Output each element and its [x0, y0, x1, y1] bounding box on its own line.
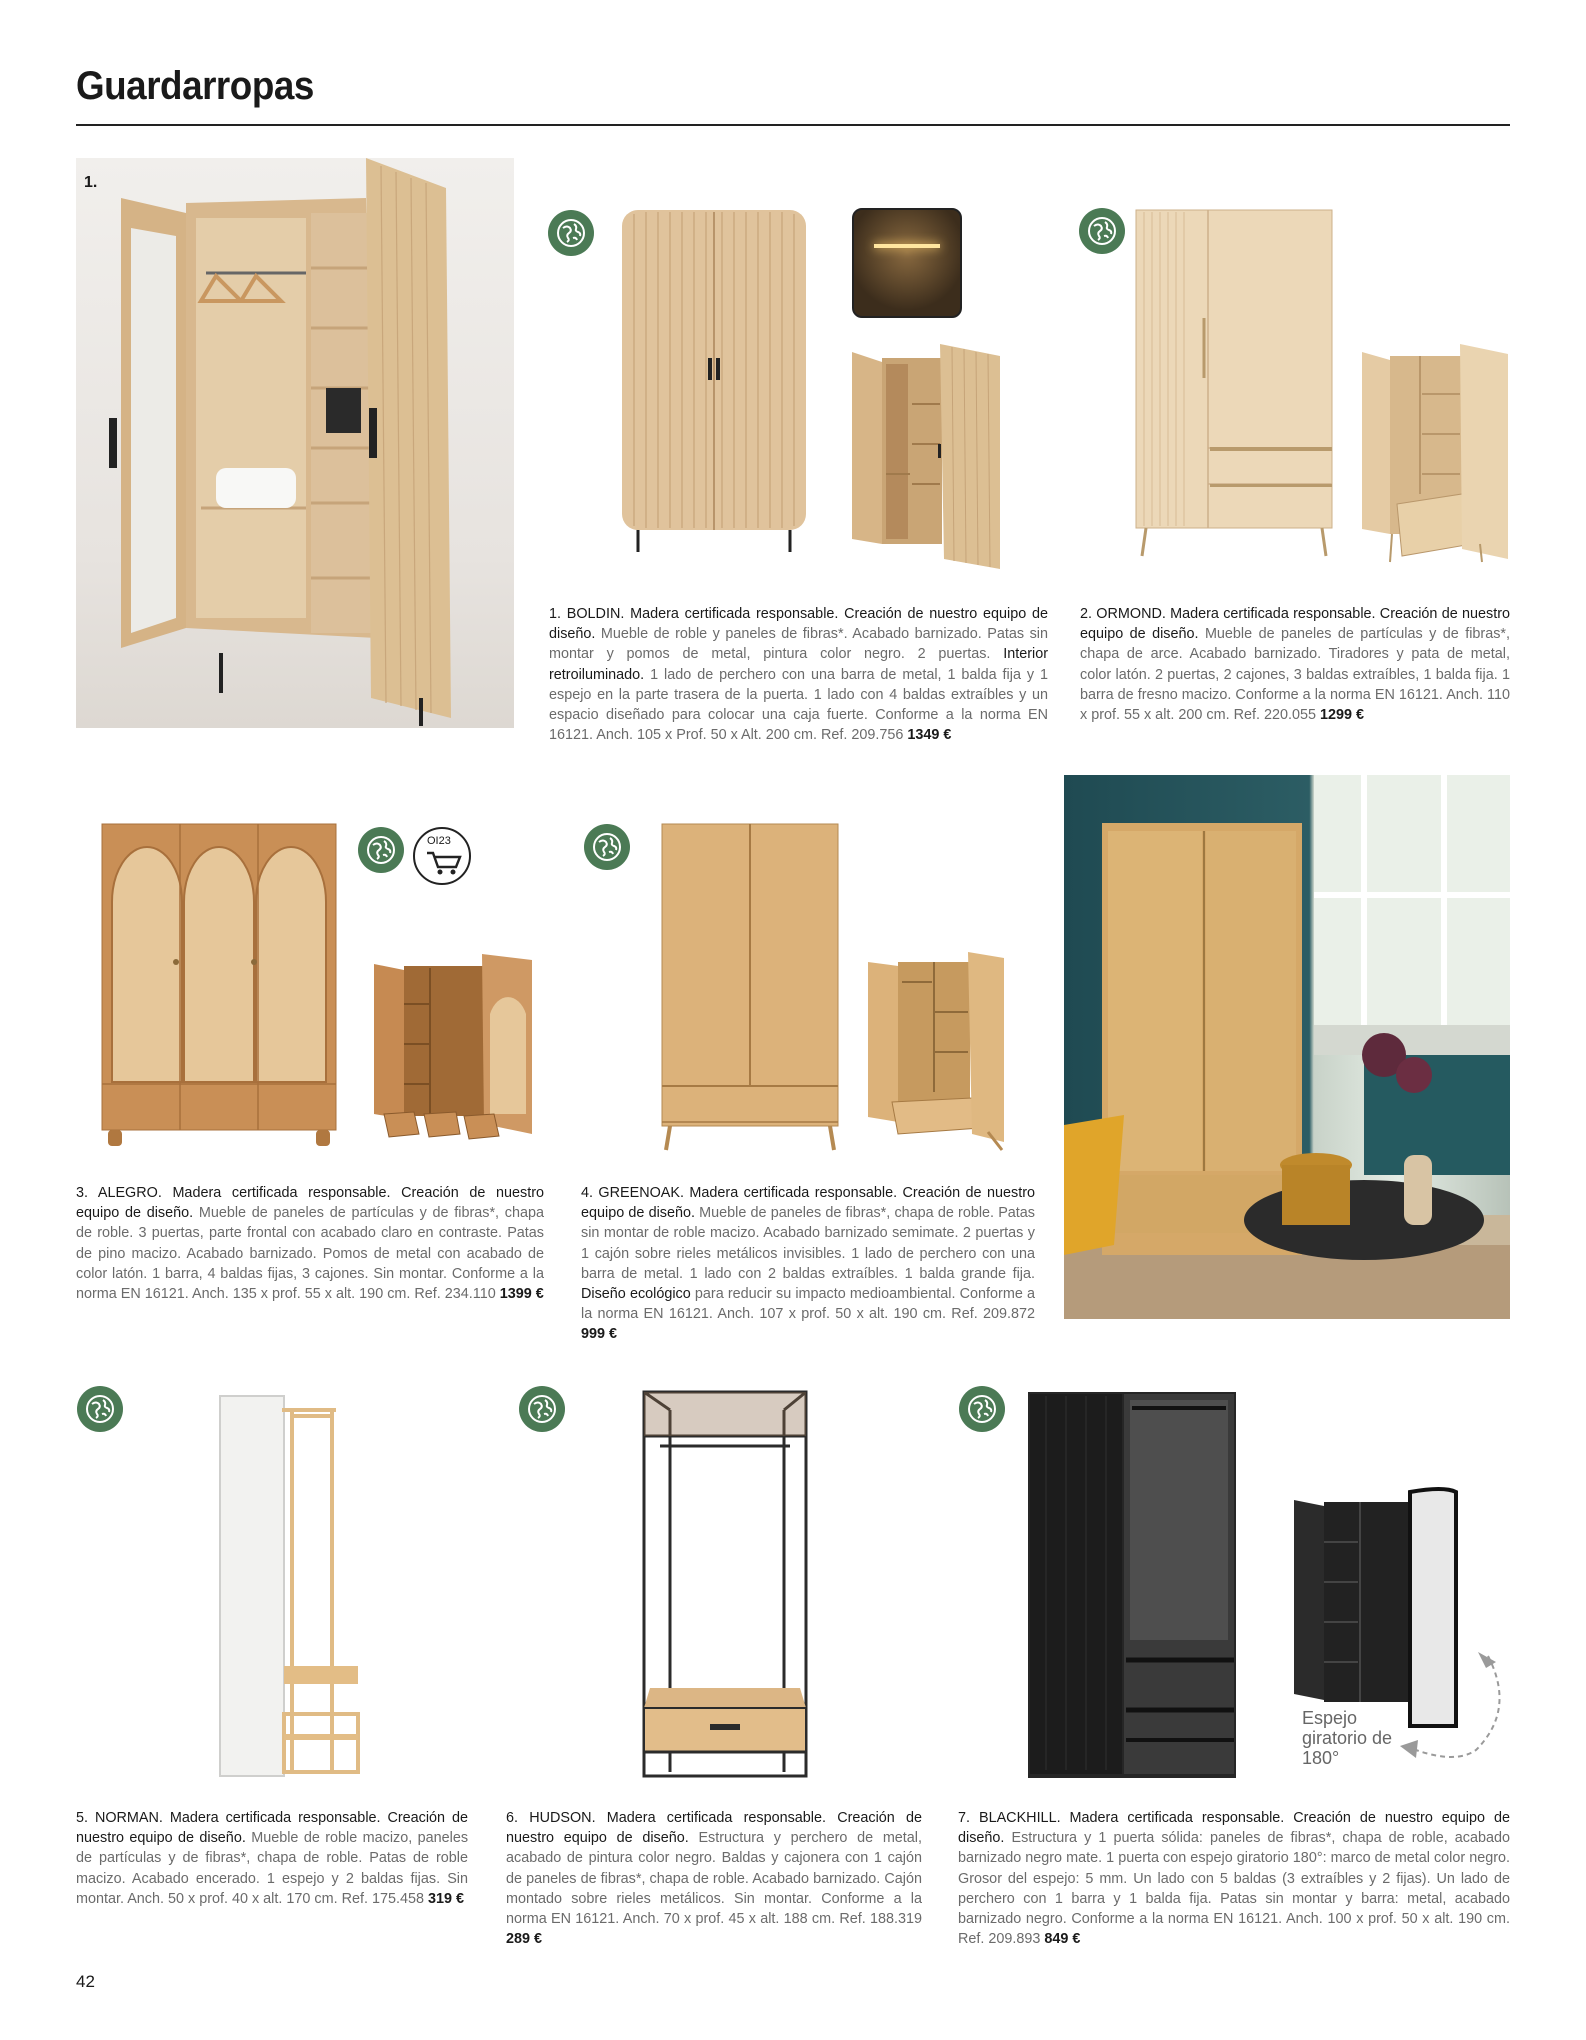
greenoak-room-photo — [1064, 775, 1510, 1319]
boldin-light-detail-image — [852, 208, 962, 318]
boldin-desc2: 1 lado de perchero con una barra de metal, 1 balda fija y 1 espejo en la parte trasera de la puerta. 1 lado con 4 baldas extraíbles y un espacio diseñado para colocar una caja fuerte. Conforme a la norma EN 16121. Anch. 105 x Prof. 50 x Alt. 200 cm. Ref. 209.756 — [549, 666, 1048, 744]
ormond-description — [1080, 604, 1510, 725]
cart-icon — [413, 827, 471, 885]
greenoak-desc2: para reducir su impacto medioambiental. Conforme a la norma EN 16121. Anch. 107 x prof. 50 x alt. 190 cm. Ref. 209.872 — [581, 1286, 1035, 1323]
mirror-note-line-3: 180° — [1302, 1748, 1340, 1768]
hudson-price: 289 € — [506, 1931, 543, 1948]
blackhill-closed-image — [1026, 1390, 1238, 1782]
boldin-desc: Mueble de roble y paneles de fibras*. Acabado barnizado. Patas sin montar y pomos de metal, pintura color negro. 2 puertas. — [549, 626, 1049, 663]
blackhill-price: 849 € — [1044, 1931, 1081, 1948]
norman-name: 5. NORMAN. Madera certificada responsable. Creación de nuestro equipo de diseño. — [76, 1810, 468, 1847]
eco-badge-icon — [584, 824, 630, 870]
eco-badge-icon — [358, 827, 404, 873]
rotate-arrow-icon — [1396, 1650, 1508, 1770]
hudson-image — [640, 1388, 810, 1782]
norman-desc: Mueble de roble macizo, paneles de partículas y de fibras*, chapa de roble. Patas de roble macizo. Acabado encerado. 1 espejo y 2 baldas fijas. Sin montar. Anch. 50 x prof. 40 x alt. 170 cm. Ref. 175.458 — [76, 1830, 469, 1907]
greenoak-closed-image — [660, 822, 840, 1152]
mirror-note-line-2: giratorio de — [1302, 1728, 1393, 1748]
eco-badge-icon — [77, 1386, 123, 1432]
alegro-description — [76, 1183, 544, 1304]
norman-description — [76, 1808, 468, 1909]
blackhill-description — [958, 1808, 1510, 1949]
hudson-name: 6. HUDSON. Madera certificada responsable. Creación de nuestro equipo de diseño. — [506, 1810, 922, 1847]
eco-badge-icon — [548, 210, 594, 256]
greenoak-name: 4. GREENOAK. Madera certificada responsable. Creación de nuestro equipo de diseño. — [581, 1185, 1035, 1222]
page-number: 42 — [76, 1972, 95, 1991]
page-title: Guardarropas — [76, 64, 314, 108]
alegro-price: 1399 € — [499, 1286, 544, 1303]
alegro-desc: Mueble de paneles de partículas y de fibras*, chapa de roble. 3 puertas, parte frontal con acabado claro en contraste. Patas de pino macizo. Acabado barnizado. Pomos de metal con acabado de color latón. 1 barra, 4 baldas fijas, 3 cajones. Sin montar. Conforme a la norma EN 16121. Anch. 135 x prof. 55 x alt. 190 cm. Ref. 234.110 — [76, 1205, 544, 1303]
boldin-name: 1. BOLDIN. Madera certificada responsable. Creación de nuestro equipo de diseño. — [549, 606, 1048, 643]
boldin-open-image — [852, 344, 1002, 569]
greenoak-description — [581, 1183, 1035, 1345]
greenoak-open-image — [868, 952, 1008, 1152]
greenoak-highlight: Diseño ecológico — [581, 1286, 691, 1303]
hudson-desc: Estructura y perchero de metal, acabado de pintura color negro. Baldas y cajonera con 1 cajón de paneles de fibras*, chapa de roble. Acabado barnizado. Cajón montado sobre rieles metálicos. Sin montar. Conforme a la norma EN 16121. Anch. 70 x prof. 45 x alt. 188 cm. Ref. 188.319 — [506, 1830, 923, 1928]
eco-badge-icon — [519, 1386, 565, 1432]
ormond-price: 1299 € — [1319, 707, 1364, 724]
boldin-highlight: Interior retroiluminado. — [549, 646, 1049, 683]
norman-price: 319 € — [427, 1890, 464, 1907]
alegro-name: 3. ALEGRO. Madera certificada responsable. Creación de nuestro equipo de diseño. — [76, 1185, 544, 1222]
norman-image — [216, 1394, 362, 1780]
title-divider — [76, 124, 1510, 126]
ormond-open-image — [1362, 344, 1510, 564]
blackhill-name: 7. BLACKHILL. Madera certificada responsable. Creación de nuestro equipo de diseño. — [958, 1810, 1510, 1847]
blackhill-desc: Estructura y 1 puerta sólida: paneles de fibras*, chapa de roble, acabado barnizado negro mate. 1 puerta con espejo giratorio 180°: marco de metal color negro. Grosor del espejo: 5 mm. Un lado con 5 baldas (3 extraíbles y 2 fijas). Un lado de perchero con 1 barra y 1 balda fija. Patas sin montar y barra: metal, acabado barnizado negro. Conforme a la norma EN 16121. Anch. 100 x prof. 50 x alt. 190 cm. Ref. 209.893 — [958, 1830, 1511, 1948]
greenoak-price: 999 € — [581, 1326, 618, 1343]
greenoak-desc: Mueble de paneles de fibras*, chapa de roble. Patas sin montar de roble macizo. Acabado barnizado semimate. 2 puertas y 1 cajón sobre rieles metálicos invisibles. 1 lado de perchero con una barra de metal. 1 lado con 2 baldas extraíbles. 1 balda grande fija. — [581, 1205, 1035, 1282]
ormond-closed-image — [1134, 208, 1334, 558]
cart-badge-label: OI23 — [427, 835, 451, 847]
eco-badge-icon — [1079, 208, 1125, 254]
alegro-open-image — [374, 954, 534, 1150]
hero-label: 1. — [84, 174, 98, 191]
ormond-name: 2. ORMOND. Madera certificada responsable. Creación de nuestro equipo de diseño. — [1080, 606, 1510, 643]
boldin-closed-image — [620, 208, 808, 558]
mirror-note-line-1: Espejo — [1302, 1708, 1358, 1728]
boldin-price: 1349 € — [907, 727, 952, 744]
boldin-hero-photo — [76, 158, 514, 728]
boldin-description — [549, 604, 1048, 745]
alegro-closed-image — [100, 822, 338, 1148]
hudson-description — [506, 1808, 922, 1949]
ormond-desc: Mueble de paneles de partículas y de fibras*, chapa de arce. Acabado barnizado. Tiradores y pata de metal, color latón. 2 puertas, 2 cajones, 3 baldas extraíbles, 1 balda fija. 1 barra de fresno macizo. Conforme a la norma EN 16121. Anch. 110 x prof. 55 x alt. 200 cm. Ref. 220.055 — [1080, 626, 1510, 724]
mirror-note — [1302, 1708, 1392, 1768]
eco-badge-icon — [959, 1386, 1005, 1432]
